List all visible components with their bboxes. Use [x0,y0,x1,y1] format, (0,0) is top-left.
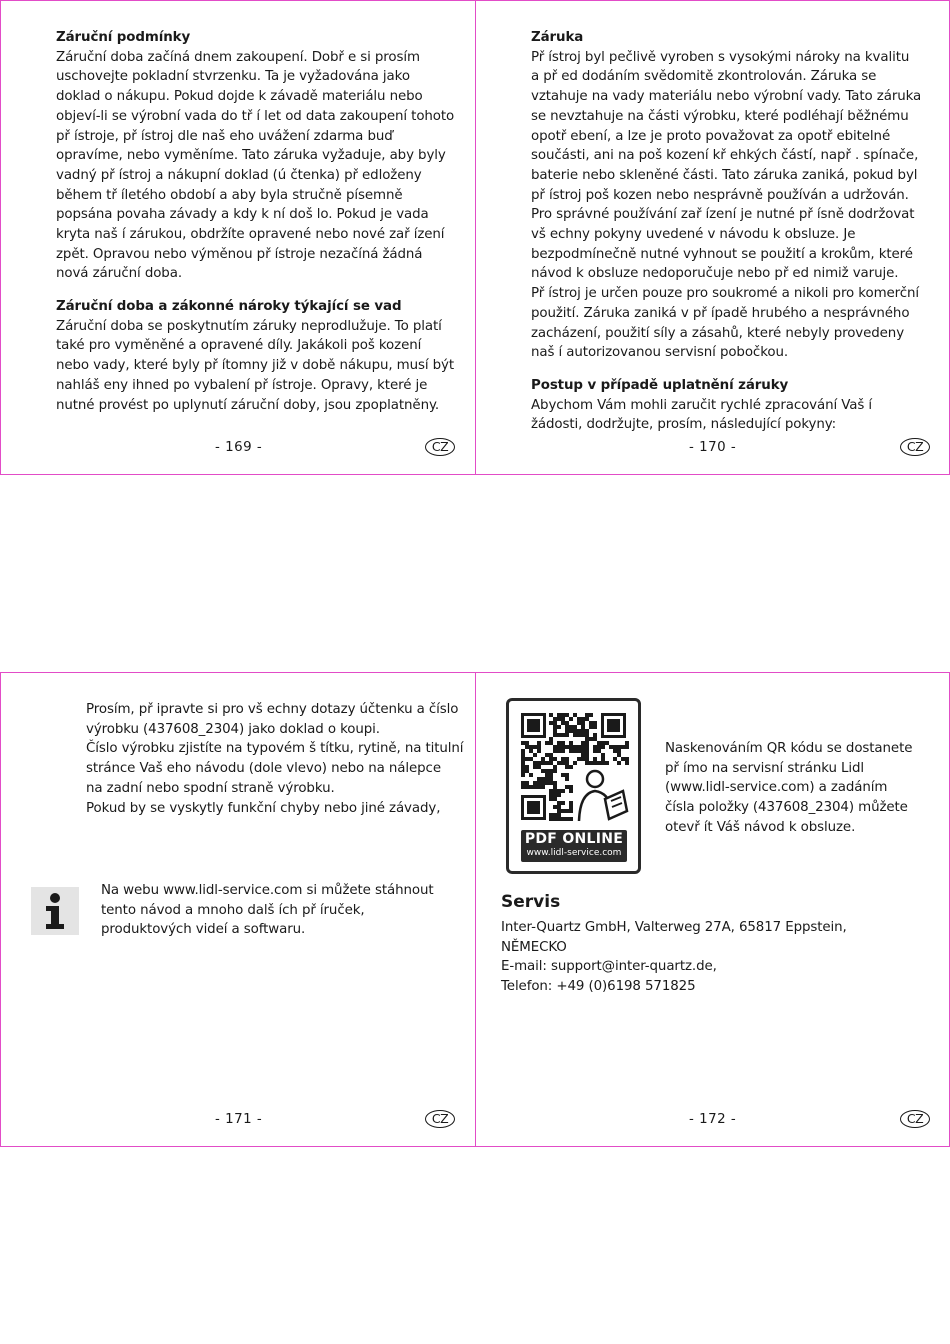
text-line: během tř íletého období a aby byla stručně písemně [56,187,403,203]
text-line: opravíme, nebo vyměníme. Tato záruka vyžaduje, aby byly [56,148,446,164]
page-172 [475,672,950,1147]
text-line: př ístroje, př ístroj dle naš eho uvážení zdarma buď [56,128,393,144]
page-number: - 172 - [689,1112,737,1127]
text-line: Na webu www.lidl-service.com si můžete stáhnout [101,883,434,898]
text-line: Inter-Quartz GmbH, Valterweg 27A, 65817 Eppstein, [501,920,847,935]
warranty-conditions-section [56,28,454,284]
page-number: - 169 - [215,440,263,455]
text-line: nahláš eny ihned po vybalení př ístroje. Opravy, které je [56,377,428,393]
text-line: baterie nebo skleněné části. Tato záruka zaniká, pokud byl [531,167,918,183]
text-line: Naskenováním QR kódu se dostanete [665,741,913,756]
text-line: zacházení, použití síly a zásahů, které nebyly provedeny [531,325,905,341]
text-line: použití. Záruka zaniká v př ípadě hrubého a nesprávného [531,305,910,321]
text-line: výrobku (437608_2304) jako doklad o koupi. [86,721,380,737]
warranty-period-section [56,297,454,415]
text-line: také pro vyměněné a opravené díly. Jakákoli poš kození [56,338,422,354]
text-line: na zadní nebo spodní straně výrobku. [86,780,335,796]
service-heading: Servis [501,892,561,912]
text-line: návod k obsluze nedoporučuje nebo př ed nimiž varuje. [531,266,899,282]
text-line: uschovejte pokladní stvrzenku. Ta je vyžadována jako [56,69,410,85]
info-note [101,881,434,940]
text-line: Záruční doba se poskytnutím záruky neprodlužuje. To platí [56,318,442,334]
text-line: otevř ít Váš návod k obsluze. [665,819,856,835]
info-icon [31,887,79,935]
email-text: E-mail: support@inter-quartz.de, [501,959,717,975]
text-line: popsána povaha závady a kdy k ní doš lo. Pokud je vada [56,207,429,223]
qr-code [509,701,638,826]
warranty-section [531,28,921,363]
text-line: se nevztahuje na části výrobku, které podléhají běžnému [531,108,909,124]
text-line: zpět. Opravou nebo výměnou př ístroje nezačíná žádná [56,246,423,262]
text-line: žádosti, dodržujte, prosím, následující pokyny: [531,417,837,433]
text-line: čísla položky (437608_2304) můžete [665,800,908,816]
language-badge: CZ [900,438,930,456]
text-line: Záruční doba začíná dnem zakoupení. Dobř e si prosím [56,49,420,65]
text-line: produktových videí a softwaru. [101,922,306,938]
text-line: objeví-li se výrobní vada do tř í let od data zakoupení tohoto [56,108,455,124]
service-contact [501,918,847,997]
phone-text: Telefon: +49 (0)6198 571825 [501,979,696,995]
language-badge: CZ [425,438,455,456]
text-line: vš echny pokyny uvedené v návodu k obsluze. Je [531,227,856,243]
text-line: Př ístroj je určen pouze pro soukromé a nikoli pro komerční [531,286,920,302]
warranty-conditions-heading: Záruční podmínky [56,30,191,45]
language-badge: CZ [900,1110,930,1128]
text-line: (www.lidl-service.com) a zadáním [665,780,888,796]
page-number: - 171 - [215,1112,263,1127]
text-line: tento návod a mnoho dalš ích př íruček, [101,902,365,918]
text-line: Prosím, př ipravte si pro vš echny dotazy účtenku a číslo [86,702,459,717]
text-line: Př ístroj byl pečlivě vyroben s vysokými nároky na kvalitu [531,49,910,65]
text-line: Pro správné používání zař ízení je nutné př ísně dodržovat [531,207,915,223]
text-line: vadný př ístroj a nákupní doklad (ú čtenka) př edloženy [56,167,422,183]
receipt-instructions [86,700,463,818]
text-line: opotř ebení, a lze je proto považovat za opotř ebitelné [531,128,891,144]
page-170 [475,0,950,475]
text-line: kryta naš í zárukou, obdržíte opravené nebo nové zař ízení [56,227,445,243]
text-line: nová záruční doba. [56,266,182,282]
qr-code-card[interactable] [506,698,641,874]
text-line: př ístroj poš kozen nebo nesprávně používán a udržován. [531,187,909,203]
warranty-procedure-heading: Postup v případě uplatnění záruky [531,378,789,393]
pdf-online-label: PDF ONLINE [524,831,624,847]
text-line: doklad o nákupu. Pokud dojde k závadě materiálu nebo [56,89,423,105]
text-line: Pokud by se vyskytly funkční chyby nebo jiné závady, [86,800,441,816]
text-line: bezpodmínečně nutné vyhnout se použití a krokům, které [531,246,913,262]
text-line: stránce Vaš eho návodu (dole vlevo) nebo na nálepce [86,761,441,777]
text-line: vztahuje na vady materiálu nebo výrobní vady. Tato záruka [531,89,922,105]
reader-pictogram [573,765,629,825]
text-line: Číslo výrobku zjistíte na typovém š títku, rytině, na titulní [86,741,464,757]
text-line: Abychom Vám mohli zaručit rychlé zpracování Vaš í [531,397,873,413]
page-171 [0,672,476,1147]
page-number: - 170 - [689,440,737,455]
language-badge: CZ [425,1110,455,1128]
warranty-heading: Záruka [531,30,584,45]
qr-description [665,739,912,838]
text-line: př ímo na servisní stránku Lidl [665,760,865,776]
pdf-online-url: www.lidl-service.com [526,848,622,858]
text-line: nutné provést po uplynutí záruční doby, jsou zpoplatněny. [56,397,440,413]
warranty-procedure-section [531,376,872,435]
text-line: NĚMECKO [501,939,567,955]
pdf-online-badge [521,830,627,862]
text-line: a př ed dodáním svědomitě zkontrolován. Záruka se [531,69,877,85]
warranty-period-heading: Záruční doba a zákonné nároky týkající se vad [56,299,402,314]
text-line: naš í autorizovanou servisní pobočkou. [531,345,789,361]
page-169 [0,0,476,475]
text-line: nebo vady, které byly př ítomny již v době nákupu, musí být [56,358,455,374]
text-line: součásti, ani na poš kození kř ehkých částí, např . spínače, [531,148,919,164]
